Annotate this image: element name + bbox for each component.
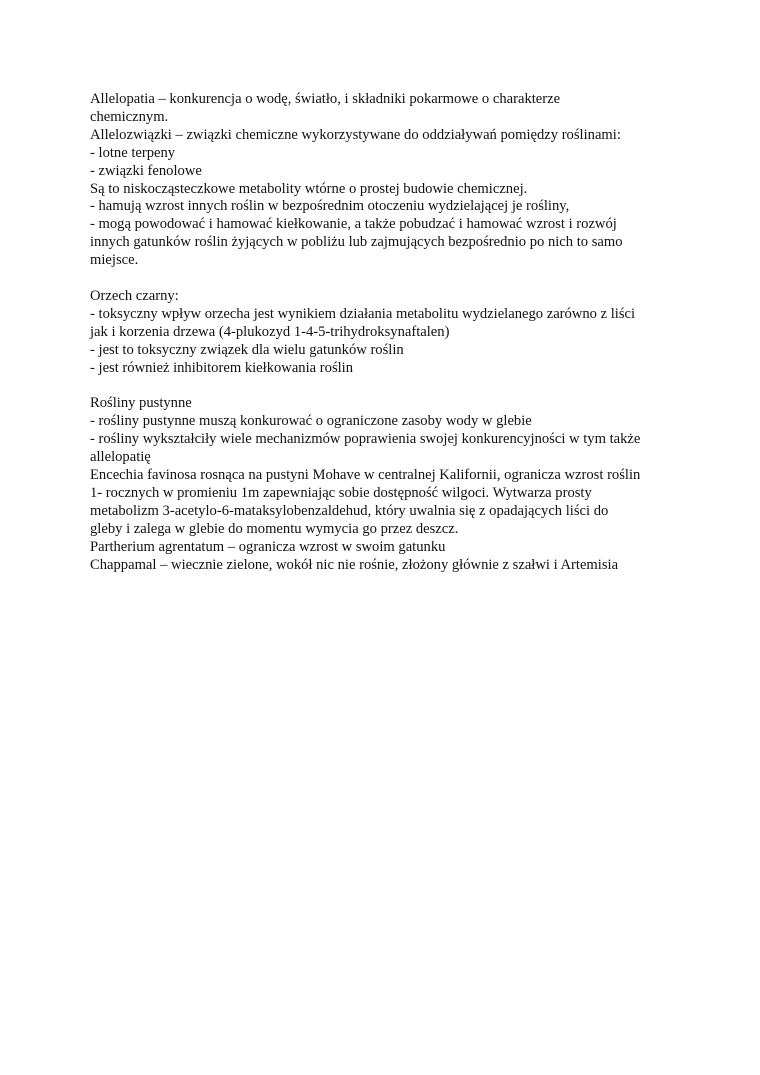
- text-line: - jest również inhibitorem kiełkowania roślin: [90, 359, 354, 376]
- text-line: miejsce.: [90, 252, 139, 269]
- text-line: Allelopatia – konkurencja o wodę, światło, i składniki pokarmowe o charakterze: [90, 91, 561, 107]
- section-heading: Orzech czarny:: [90, 287, 179, 304]
- text-line: gleby i zalega w glebie do momentu wymycia go przez deszcz.: [90, 520, 459, 537]
- text-line: Encechia favinosa rosnąca na pustyni Mohave w centralnej Kalifornii, ogranicza wzrost roślin: [90, 467, 641, 483]
- text-line: - mogą powodować i hamować kiełkowanie, a także pobudzać i hamować wzrost i rozwój: [90, 216, 617, 233]
- text-line: metabolizm 3-acetylo-6-mataksylobenzaldehud, który uwalnia się z opadających liści do: [90, 502, 609, 519]
- text-line: chemicznym.: [90, 108, 169, 125]
- text-line: - toksyczny wpływ orzecha jest wynikiem działania metabolitu wydzielanego zarówno z liści: [90, 305, 636, 322]
- text-line: Partherium agrentatum – ogranicza wzrost w swoim gatunku: [90, 538, 446, 555]
- text-line: - hamują wzrost innych roślin w bezpośrednim otoczeniu wydzielającej je rośliny,: [90, 198, 570, 215]
- text-line: - rośliny wykształciły wiele mechanizmów poprawienia swojej konkurencyjności w tym także: [90, 431, 641, 448]
- text-line: - rośliny pustynne muszą konkurować o ograniczone zasoby wody w glebie: [90, 413, 532, 430]
- text-line: 1- rocznych w promieniu 1m zapewniając sobie dostępność wilgoci. Wytwarza prosty: [90, 484, 592, 501]
- text-line: - związki fenolowe: [90, 162, 202, 179]
- text-line: - jest to toksyczny związek dla wielu gatunków roślin: [90, 341, 404, 358]
- text-line: - lotne terpeny: [90, 144, 176, 161]
- text-line: Allelozwiązki – związki chemiczne wykorzystywane do oddziaływań pomiędzy roślinami:: [90, 126, 621, 143]
- paragraph-gap: [90, 270, 680, 288]
- document-body: [90, 91, 680, 574]
- text-line: innych gatunków roślin żyjących w pobliżu lub zajmujących bezpośrednio po nich to samo: [90, 234, 623, 251]
- text-line: jak i korzenia drzewa (4-plukozyd 1-4-5-trihydroksynaftalen): [90, 323, 450, 340]
- section-heading: Rośliny pustynne: [90, 395, 192, 412]
- text-line: Chappamal – wiecznie zielone, wokół nic nie rośnie, złożony głównie z szałwi i Artemisia: [90, 556, 619, 573]
- paragraph-gap: [90, 377, 680, 395]
- text-line: Są to niskocząsteczkowe metabolity wtórne o prostej budowie chemicznej.: [90, 180, 528, 197]
- text-line: allelopatię: [90, 449, 151, 466]
